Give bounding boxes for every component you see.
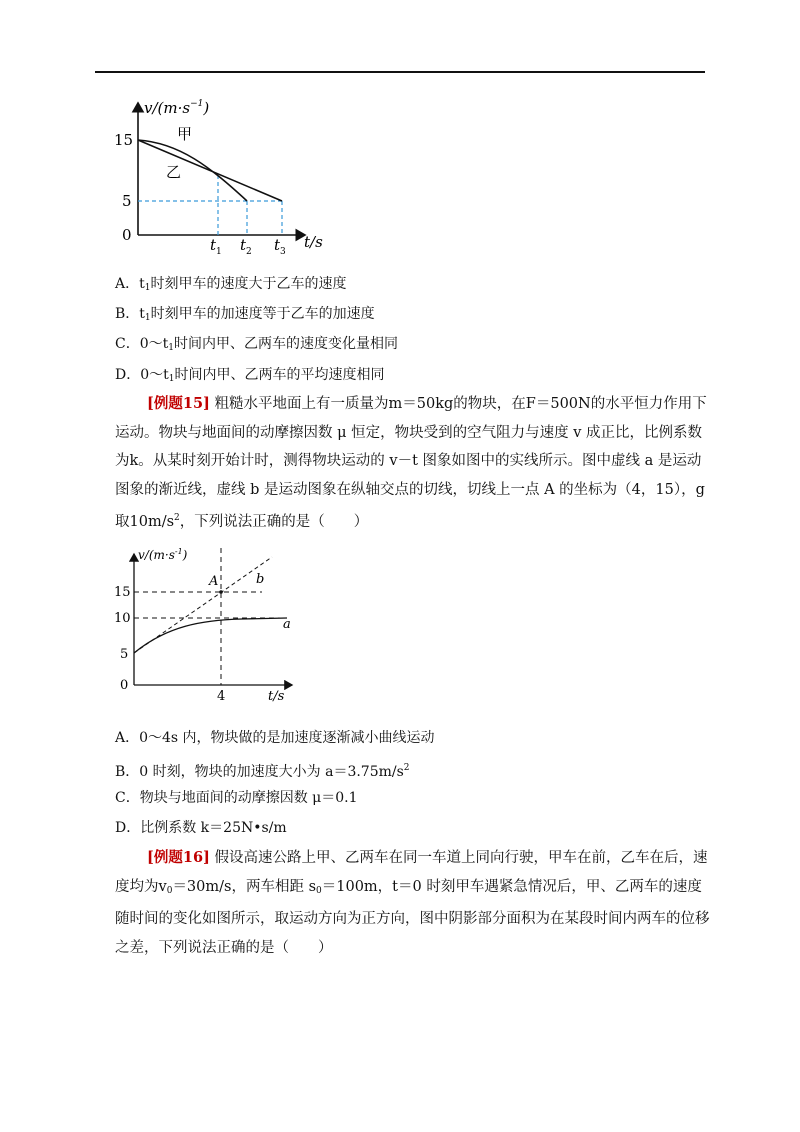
axis-t-label-2: t/s	[268, 689, 285, 704]
tick-t3: $t_3$	[274, 236, 286, 255]
example-15-tag: [例题15]	[147, 395, 210, 412]
example-15-text: [例题15] 粗糙水平地面上有一质量为m＝50kg的物块，在F＝500N的水平恒力作用下运动。物块与地面间的动摩擦因数 μ 恒定，物块受到的空气阻力与速度 v 成正比，比例系数为k。从某时刻开始计时，测得物块运动的 v－t 图象如图中的实线所示。图中虚线 a 是运动图象的渐近线，虚线 b 是运动图象在纵轴交点的切线，切线上一点 A 的坐标为（4，15），g 取$10m/s^2$，下列说法正确的是（ ）	[115, 395, 707, 530]
tick-10-2: 10	[114, 611, 131, 626]
q14-option-a: A．$t_1$时刻甲车的速度大于乙车的速度	[115, 276, 347, 293]
tick-15-2: 15	[114, 585, 131, 600]
axis-v-label-2: $v/(m\cdot s^{-1})$	[138, 548, 188, 562]
header-rule	[95, 71, 705, 73]
q15-option-a: A．0～4s 内，物块做的是加速度逐渐减小曲线运动	[115, 730, 435, 746]
label-A: A	[209, 574, 219, 589]
q15-option-c: C．物块与地面间的动摩擦因数 μ＝0.1	[115, 790, 358, 806]
q15-option-d: D．比例系数 k＝25N•s/m	[115, 820, 287, 836]
tick-0: 0	[122, 226, 132, 244]
tick-4-2: 4	[217, 689, 226, 704]
q14-option-d: D．$0\sim t_1$时间内甲、乙两车的平均速度相同	[115, 367, 385, 384]
curve-jia	[138, 140, 247, 201]
tick-5-2: 5	[120, 647, 129, 662]
axis-t-label: t/s	[304, 233, 323, 251]
q14-option-c: C．$0\sim t_1$时间内甲、乙两车的速度变化量相同	[115, 336, 398, 353]
point-A	[219, 590, 223, 594]
q14-option-b: B．$t_1$时刻甲车的加速度等于乙车的加速度	[115, 306, 375, 323]
example-16-text: [例题16] 假设高速公路上甲、乙两车在同一车道上同向行驶，甲车在前，乙车在后，速度均为$v_0=30m/s$，两车相距 $s_0=100m$，t＝0 时刻甲车遇紧急情况后，甲、乙两车的速度随时间的变化如图所示，取运动方向为正方向，图中阴影部分面积为在某段时间内两车的位移之差，下列说法正确的是（ ）	[115, 849, 710, 956]
axis-v-label: $v/(m\cdot s^{-1})$	[144, 99, 210, 117]
tick-t1: $t_1$	[210, 236, 222, 255]
velocity-time-graph-2	[112, 548, 312, 706]
label-jia: 甲	[177, 125, 193, 143]
tick-t2: $t_2$	[240, 236, 252, 255]
tick-0-2: 0	[120, 678, 129, 693]
label-a: a	[283, 617, 291, 632]
q15-option-b: B．0 时刻，物块的加速度大小为 $a=3.75m/s^2$	[115, 763, 410, 780]
example-16-tag: [例题16]	[147, 849, 210, 866]
label-b: b	[256, 572, 265, 587]
line-yi	[138, 140, 282, 201]
tick-5: 5	[122, 192, 132, 210]
velocity-time-graph-1	[110, 95, 340, 255]
label-yi: 乙	[166, 163, 182, 181]
motion-curve	[134, 618, 287, 653]
tick-15: 15	[114, 131, 134, 149]
